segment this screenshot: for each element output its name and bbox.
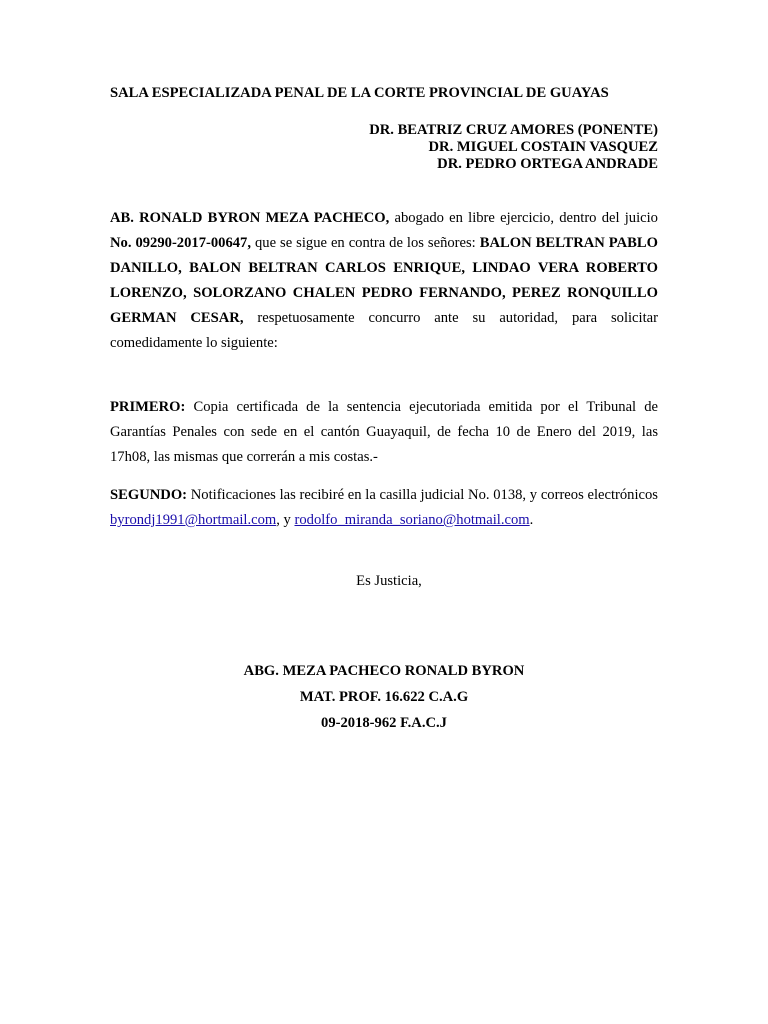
case-number: No. 09290-2017-00647, xyxy=(110,235,251,251)
intro-text-2: que se sigue en contra de los señores: xyxy=(251,235,480,251)
email-separator: , y xyxy=(276,512,295,528)
segundo-label: SEGUNDO: xyxy=(110,487,188,503)
judges-list xyxy=(369,122,658,173)
primero-label: PRIMERO: xyxy=(110,399,186,415)
signature-name: ABG. MEZA PACHECO RONALD BYRON xyxy=(243,663,525,679)
judge-2: DR. MIGUEL COSTAIN VASQUEZ xyxy=(428,139,658,155)
segundo-paragraph xyxy=(110,483,658,533)
email-link-1[interactable]: byrondj1991@hortmail.com xyxy=(110,512,277,528)
court-heading: SALA ESPECIALIZADA PENAL DE LA CORTE PROVINCIAL DE GUAYAS xyxy=(110,85,609,101)
intro-text-1: abogado en libre ejercicio, dentro del juicio xyxy=(389,210,658,226)
signature-matricula: MAT. PROF. 16.622 C.A.G xyxy=(299,689,469,705)
segundo-text: Notificaciones las recibiré en la casilla judicial No. 0138, y correos electrónicos xyxy=(187,487,658,503)
primero-text: Copia certificada de la sentencia ejecutoriada emitida por el Tribunal de Garantías Penales con sede en el cantón Guayaquil, de fecha 10 de Enero del 2019, las 17h08, las mismas que correrán a mis costas.- xyxy=(110,399,658,465)
primero-paragraph xyxy=(110,395,658,470)
intro-text-3: respetuosamente concurro ante su autoridad, para solicitar comedidamente lo siguiente: xyxy=(110,310,658,351)
defendants-list: BALON BELTRAN PABLO DANILLO, BALON BELTRAN CARLOS ENRIQUE, LINDAO VERA ROBERTO LORENZO, SOLORZANO CHALEN PEDRO FERNANDO, PEREZ RONQUILLO GERMAN CESAR, xyxy=(110,235,658,326)
petitioner-name: AB. RONALD BYRON MEZA PACHECO, xyxy=(110,210,390,226)
signature-block xyxy=(0,658,768,736)
closing-text: Es Justicia, xyxy=(356,573,422,589)
segundo-end: . xyxy=(529,512,534,528)
email-link-2[interactable]: rodolfo_miranda_soriano@hotmail.com xyxy=(294,512,530,528)
judge-3: DR. PEDRO ORTEGA ANDRADE xyxy=(437,156,658,172)
intro-paragraph xyxy=(110,206,658,356)
judge-ponente: DR. BEATRIZ CRUZ AMORES (PONENTE) xyxy=(369,122,658,138)
signature-registro: 09-2018-962 F.A.C.J xyxy=(321,715,447,731)
